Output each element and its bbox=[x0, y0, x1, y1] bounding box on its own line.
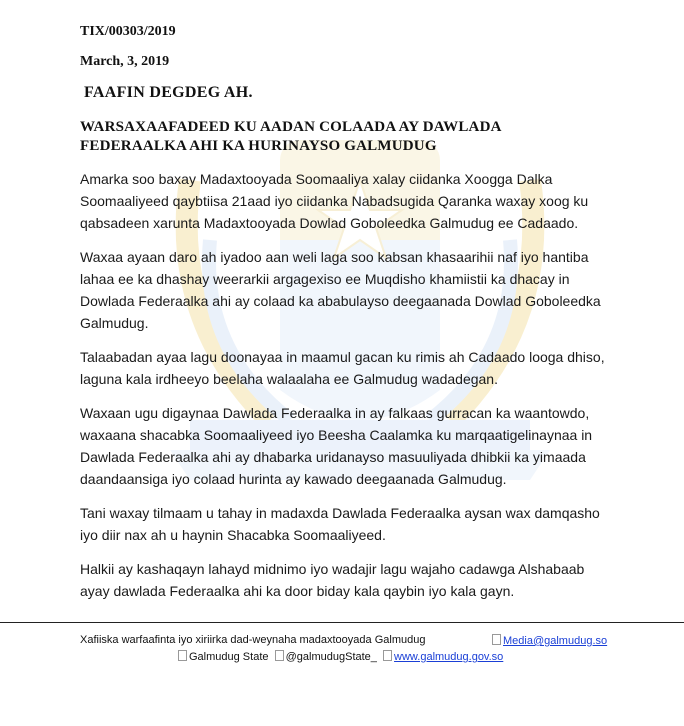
facebook-handle: Galmudug State bbox=[189, 651, 269, 663]
document-heading: FAAFIN DEGDEG AH. bbox=[84, 84, 253, 101]
twitter-icon bbox=[275, 650, 284, 661]
footer-divider bbox=[0, 622, 684, 623]
paragraph-5: Tani waxay tilmaam u tahay in madaxda Dawlada Federaalka aysan wax damqasho iyo diir nax ah u haynin Shacabka Soomaaliyeed. bbox=[80, 505, 600, 543]
facebook-icon bbox=[178, 650, 187, 661]
paragraph-6: Halkii ay kashaqayn lahayd midnimo iyo wadajir lagu wajaho cadawga Alshabaab ayay dawlada Federaalka ahi ka door biday kala qaybin iyo kala gayn. bbox=[80, 561, 585, 599]
paragraph-1: Amarka soo baxay Madaxtooyada Soomaaliya xalay ciidanka Xoogga Dalka Soomaaliyeed qaybtiisa 21aad iyo ciidanka Nabadsugida Qaranka waxay xoog ku qabsadeen xarunta Madaxtooyada Dowlad Goboleedka Galmudug ee Cadaado. bbox=[80, 171, 589, 231]
document-date: March, 3, 2019 bbox=[80, 54, 170, 69]
email-icon bbox=[492, 634, 501, 645]
footer-office-text: Xafiiska warfaafinta iyo xiriirka dad-weynaha madaxtooyada Galmudug bbox=[80, 634, 426, 646]
paragraph-3: Talaabadan ayaa lagu doonayaa in maamul gacan ku rimis ah Cadaado looga dhiso, laguna kala irdheeyo beelaha walaalaha ee Galmudug wadadegan. bbox=[80, 349, 605, 387]
website-link[interactable]: www.galmudug.gov.so bbox=[394, 651, 504, 663]
document-subheading: WARSAXAAFADEED KU AADAN COLAADA AY DAWLADA FEDERAALKA AHI KA HURINAYSO GALMUDUG bbox=[80, 119, 501, 154]
twitter-handle: @galmudugState_ bbox=[285, 651, 377, 663]
website-icon bbox=[383, 650, 392, 661]
document-body bbox=[80, 168, 610, 614]
footer-social bbox=[178, 650, 503, 663]
footer-email bbox=[492, 634, 607, 647]
document-reference: TIX/00303/2019 bbox=[80, 24, 176, 39]
paragraph-4: Waxaan ugu digaynaa Dawlada Federaalka in ay falkaas gurracan ka waantowdo, waxaana shacabka Soomaaliyeed iyo Beesha Caalamka ku marqaatigelinaynaa in Dawlada Federaalka ahi ay dhabarka uridanayso masuuliyada dhibkii ka yimaada daandaansiga iyo colaad hurinta ay kawado deegaanada Galmudug. bbox=[80, 405, 593, 487]
paragraph-2: Waxaa ayaan daro ah iyadoo aan weli laga soo kabsan khasaarihii naf iyo hantiba lahaa ee ka dhashay weerarkii argagexiso ee Muqdisho khamiistii ka dhacay in Dowlada Federaalka ahi ay colaad ka ababulayso deegaanada Dowlad Goboleedka Galmudug. bbox=[80, 249, 601, 331]
email-link[interactable]: Media@galmudug.so bbox=[503, 635, 608, 647]
